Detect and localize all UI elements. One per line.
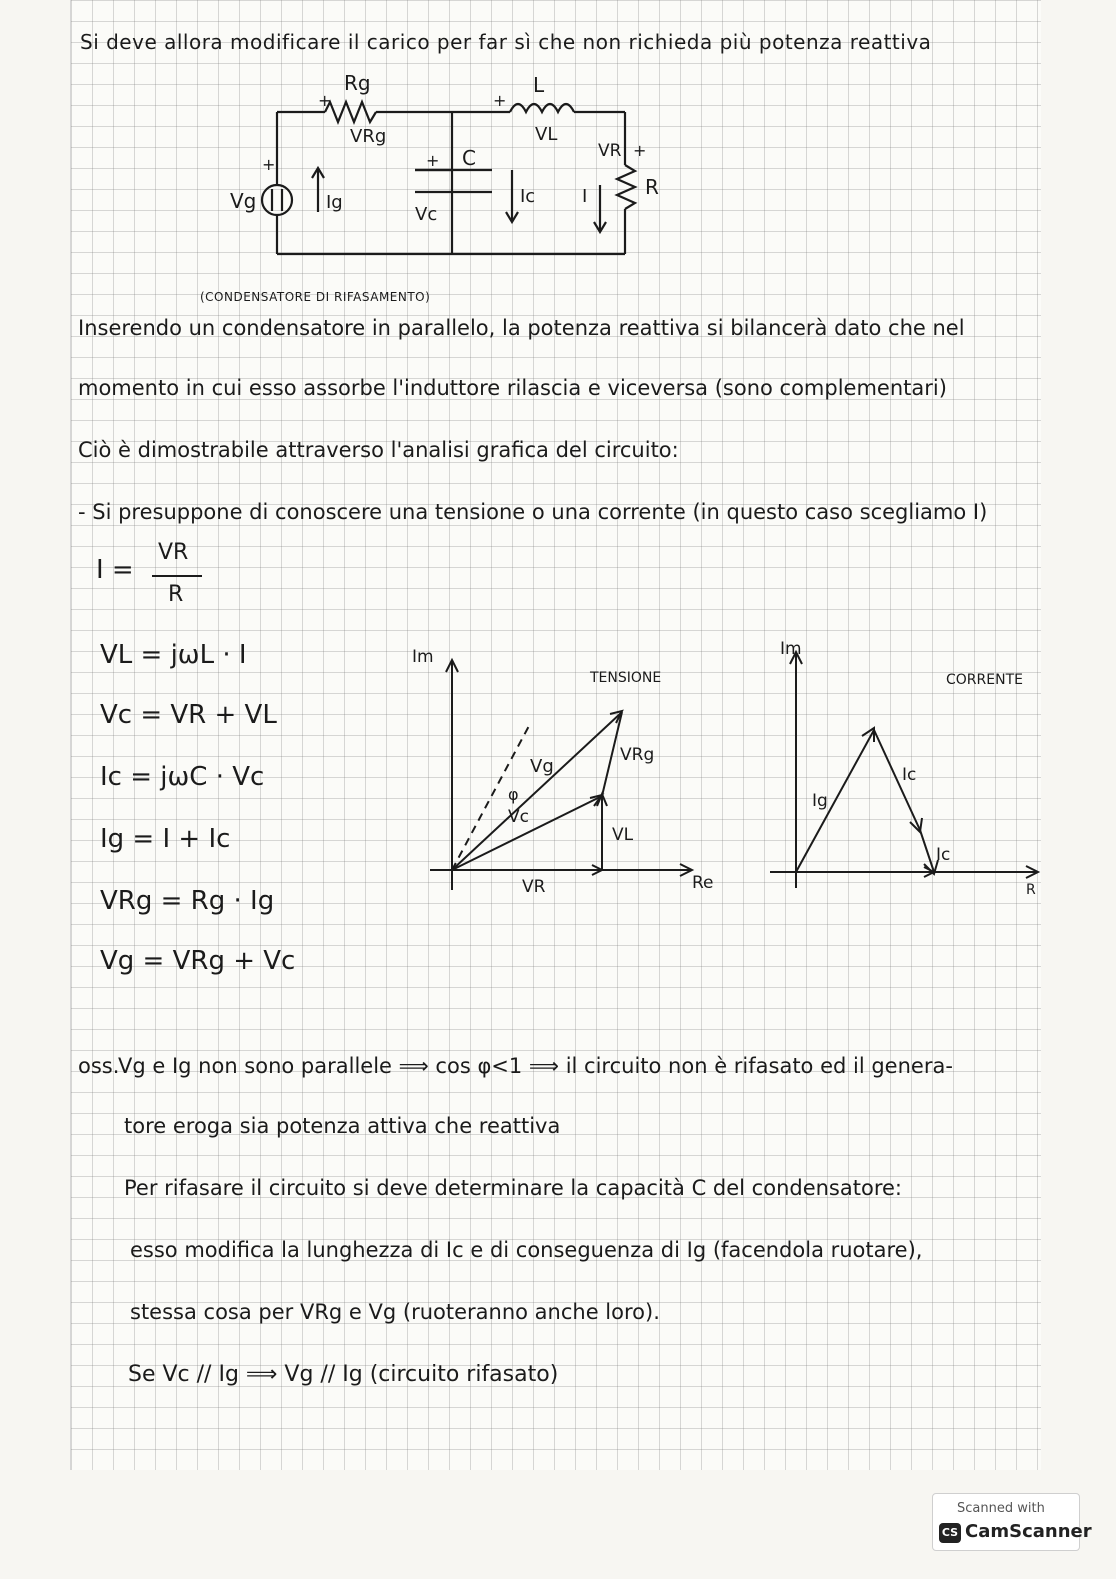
v-phi-label: φ [508, 785, 519, 804]
label-vr: VR [598, 141, 622, 161]
note-line-4: Se Vc // Ig ⟹ Vg // Ig (circuito rifasato) [128, 1362, 559, 1387]
label-rg: Rg [344, 71, 371, 95]
c-ic-top-label: Ic [902, 765, 917, 785]
circuit-caption: (CONDENSATORE DI RIFASAMENTO) [200, 290, 431, 304]
v-vl-label: VL [612, 825, 634, 845]
paragraph-1: Inserendo un condensatore in parallelo, la potenza reattiva si bilancerà dato che nel [78, 316, 965, 340]
scanned-with-text: Scanned with [957, 1501, 1045, 1516]
label-ic: Ic [520, 186, 536, 207]
eq-vg: Vg = VRg + Vc [100, 946, 296, 976]
note-line-2: esso modifica la lunghezza di Ic e di conseguenza di Ig (facendola ruotare), [130, 1238, 923, 1262]
eq-vc: Vc = VR + VL [100, 700, 277, 730]
plus-l: + [493, 91, 507, 110]
paragraph-2: momento in cui esso assorbe l'induttore rilascia e viceversa (sono complementari) [78, 376, 947, 400]
v-vr-label: VR [522, 877, 546, 897]
eq-i-den: R [168, 582, 184, 607]
plus-r: + [633, 141, 647, 160]
eq-vl: VL = jωL · I [100, 640, 247, 670]
label-vg: Vg [230, 189, 257, 213]
v-re-label: Re [692, 873, 714, 893]
camscanner-brand: CamScanner [965, 1521, 1092, 1542]
v-vg-label: Vg [530, 756, 554, 777]
plus-rg: + [318, 91, 332, 110]
voltage-phasor-diagram [410, 640, 730, 900]
paragraph-3: Ciò è dimostrabile attraverso l'analisi grafica del circuito: [78, 438, 679, 462]
c-im-label: Im [780, 639, 802, 659]
eq-i-lhs: I = [96, 555, 134, 585]
eq-ic: Ic = jωC · Vc [100, 762, 265, 792]
plus-vg: + [262, 155, 276, 174]
v-im-label: Im [412, 647, 434, 667]
paragraph-4: - Si presuppone di conoscere una tensione o una corrente (in questo caso scegliamo I) [78, 500, 988, 524]
label-vrg: VRg [350, 126, 387, 147]
label-i: I [582, 186, 588, 207]
note-line-3: stessa cosa per VRg e Vg (ruoteranno anche loro). [130, 1300, 660, 1324]
label-l: L [533, 73, 545, 97]
camscanner-badge [932, 1493, 1092, 1551]
eq-i-num: VR [158, 540, 189, 565]
c-ic-bottom-label: Ic [936, 845, 951, 865]
current-phasor-diagram [760, 630, 1050, 900]
c-title: CORRENTE [946, 672, 1023, 688]
oss-label: oss. [78, 1054, 120, 1078]
oss-line-1: Vg e Ig non sono parallele ⟹ cos φ<1 ⟹ il circuito non è rifasato ed il genera- [118, 1054, 953, 1078]
v-vrg-label: VRg [620, 745, 655, 765]
v-title: TENSIONE [590, 670, 662, 686]
c-r-label: R [1026, 882, 1036, 898]
plus-c: + [426, 151, 440, 170]
note-line-1: Per rifasare il circuito si deve determinare la capacità C del condensatore: [124, 1176, 902, 1200]
label-ig: Ig [326, 192, 343, 213]
c-ig-label: Ig [812, 791, 828, 811]
circuit-diagram [230, 70, 680, 270]
eq-ig: Ig = I + Ic [100, 824, 231, 854]
label-r: R [645, 175, 659, 199]
label-vc: Vc [415, 204, 438, 225]
label-vl: VL [535, 124, 558, 145]
intro-line: Si deve allora modificare il carico per far sì che non richieda più potenza reattiva [80, 30, 932, 54]
label-c: C [462, 146, 476, 170]
camscanner-logo-icon: CS [939, 1523, 961, 1543]
fraction-bar [152, 575, 202, 577]
eq-vrg: VRg = Rg · Ig [100, 886, 275, 916]
v-vc-label: Vc [508, 807, 529, 827]
oss-line-2: tore eroga sia potenza attiva che reattiva [124, 1114, 561, 1138]
